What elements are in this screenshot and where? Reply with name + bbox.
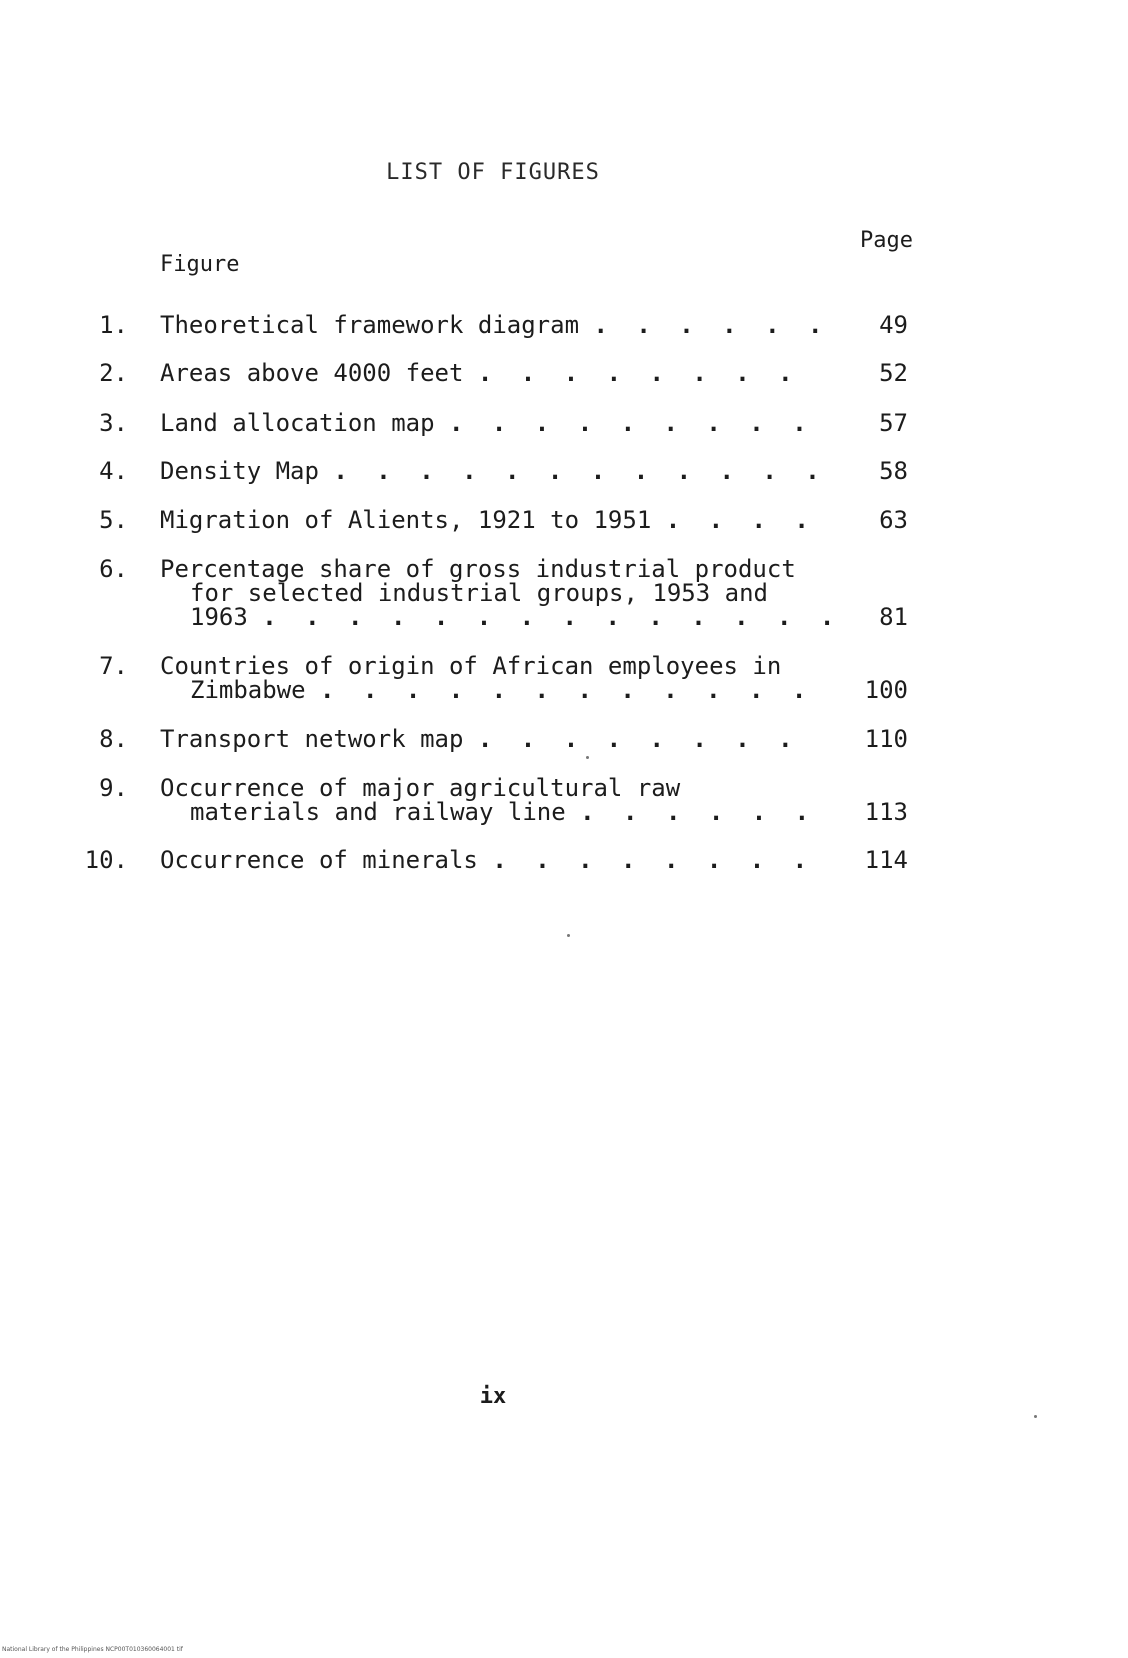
caption-text: for selected industrial groups, 1953 and: [190, 579, 768, 607]
dot-leader: . . . . . . . . . . . . . .: [262, 603, 842, 631]
dot-leader: . . . . . .: [593, 311, 830, 339]
scan-footer-stamp: National Library of the Philippines NCP00T010360064001 tif: [2, 1646, 183, 1653]
figure-caption: [160, 360, 800, 386]
dot-leader: . . . . . .: [580, 798, 817, 826]
dot-leader: . . . . . . . .: [492, 846, 815, 874]
figure-page-number: 113: [864, 798, 908, 826]
scan-speck: [567, 934, 570, 937]
caption-text: 1963: [190, 603, 248, 631]
figure-caption-continued: [190, 677, 813, 703]
figure-caption: [160, 410, 814, 436]
figure-caption-continued: [190, 604, 841, 630]
figure-number: 1.: [99, 311, 128, 339]
figure-number: 7.: [99, 652, 128, 680]
figure-caption: [160, 312, 829, 338]
figure-number: 4.: [99, 457, 128, 485]
caption-text: Occurrence of major agricultural raw: [160, 774, 681, 802]
figure-page-number: 63: [879, 506, 908, 534]
caption-text: materials and railway line: [190, 798, 566, 826]
page-column-header: Page: [860, 228, 913, 253]
dot-leader: . . . . . . . . .: [449, 409, 814, 437]
caption-text: Density Map: [160, 457, 319, 485]
caption-text: Areas above 4000 feet: [160, 359, 464, 387]
figure-caption: [160, 458, 827, 484]
caption-text: Transport network map: [160, 725, 464, 753]
caption-text: Zimbabwe: [190, 676, 306, 704]
figure-caption: [160, 726, 800, 752]
caption-text: Occurrence of minerals: [160, 846, 478, 874]
figure-number: 6.: [99, 555, 128, 583]
figure-number: 10.: [84, 846, 128, 874]
page-number: ix: [479, 1384, 507, 1409]
dot-leader: . . . . . . . .: [477, 359, 800, 387]
figure-page-number: 52: [879, 359, 908, 387]
caption-text: Countries of origin of African employees in: [160, 652, 782, 680]
figure-page-number: 81: [879, 603, 908, 631]
figure-page-number: 100: [864, 676, 908, 704]
figure-number: 2.: [99, 359, 128, 387]
figure-page-number: 49: [879, 311, 908, 339]
figure-number: 5.: [99, 506, 128, 534]
figure-number: 8.: [99, 725, 128, 753]
figure-column-header: Figure: [160, 252, 240, 277]
figure-page-number: 57: [879, 409, 908, 437]
figure-caption-continued: [190, 799, 816, 825]
caption-text: Migration of Alients, 1921 to 1951: [160, 506, 652, 534]
dot-leader: . . . . . . . . . . . .: [333, 457, 827, 485]
figure-caption: [160, 847, 814, 873]
figure-page-number: 58: [879, 457, 908, 485]
caption-text: Percentage share of gross industrial product: [160, 555, 796, 583]
figure-number: 9.: [99, 774, 128, 802]
figure-number: 3.: [99, 409, 128, 437]
scan-speck: [586, 756, 589, 759]
figure-page-number: 110: [864, 725, 908, 753]
figure-page-number: 114: [864, 846, 908, 874]
page-title: LIST OF FIGURES: [386, 160, 600, 185]
caption-text: Theoretical framework diagram: [160, 311, 580, 339]
dot-leader: . . . . . . . . . . . .: [320, 676, 814, 704]
scan-speck: [1034, 1415, 1037, 1418]
dot-leader: . . . . . . . .: [477, 725, 800, 753]
figure-caption: [160, 507, 816, 533]
dot-leader: . . . .: [665, 506, 816, 534]
caption-text: Land allocation map: [160, 409, 435, 437]
